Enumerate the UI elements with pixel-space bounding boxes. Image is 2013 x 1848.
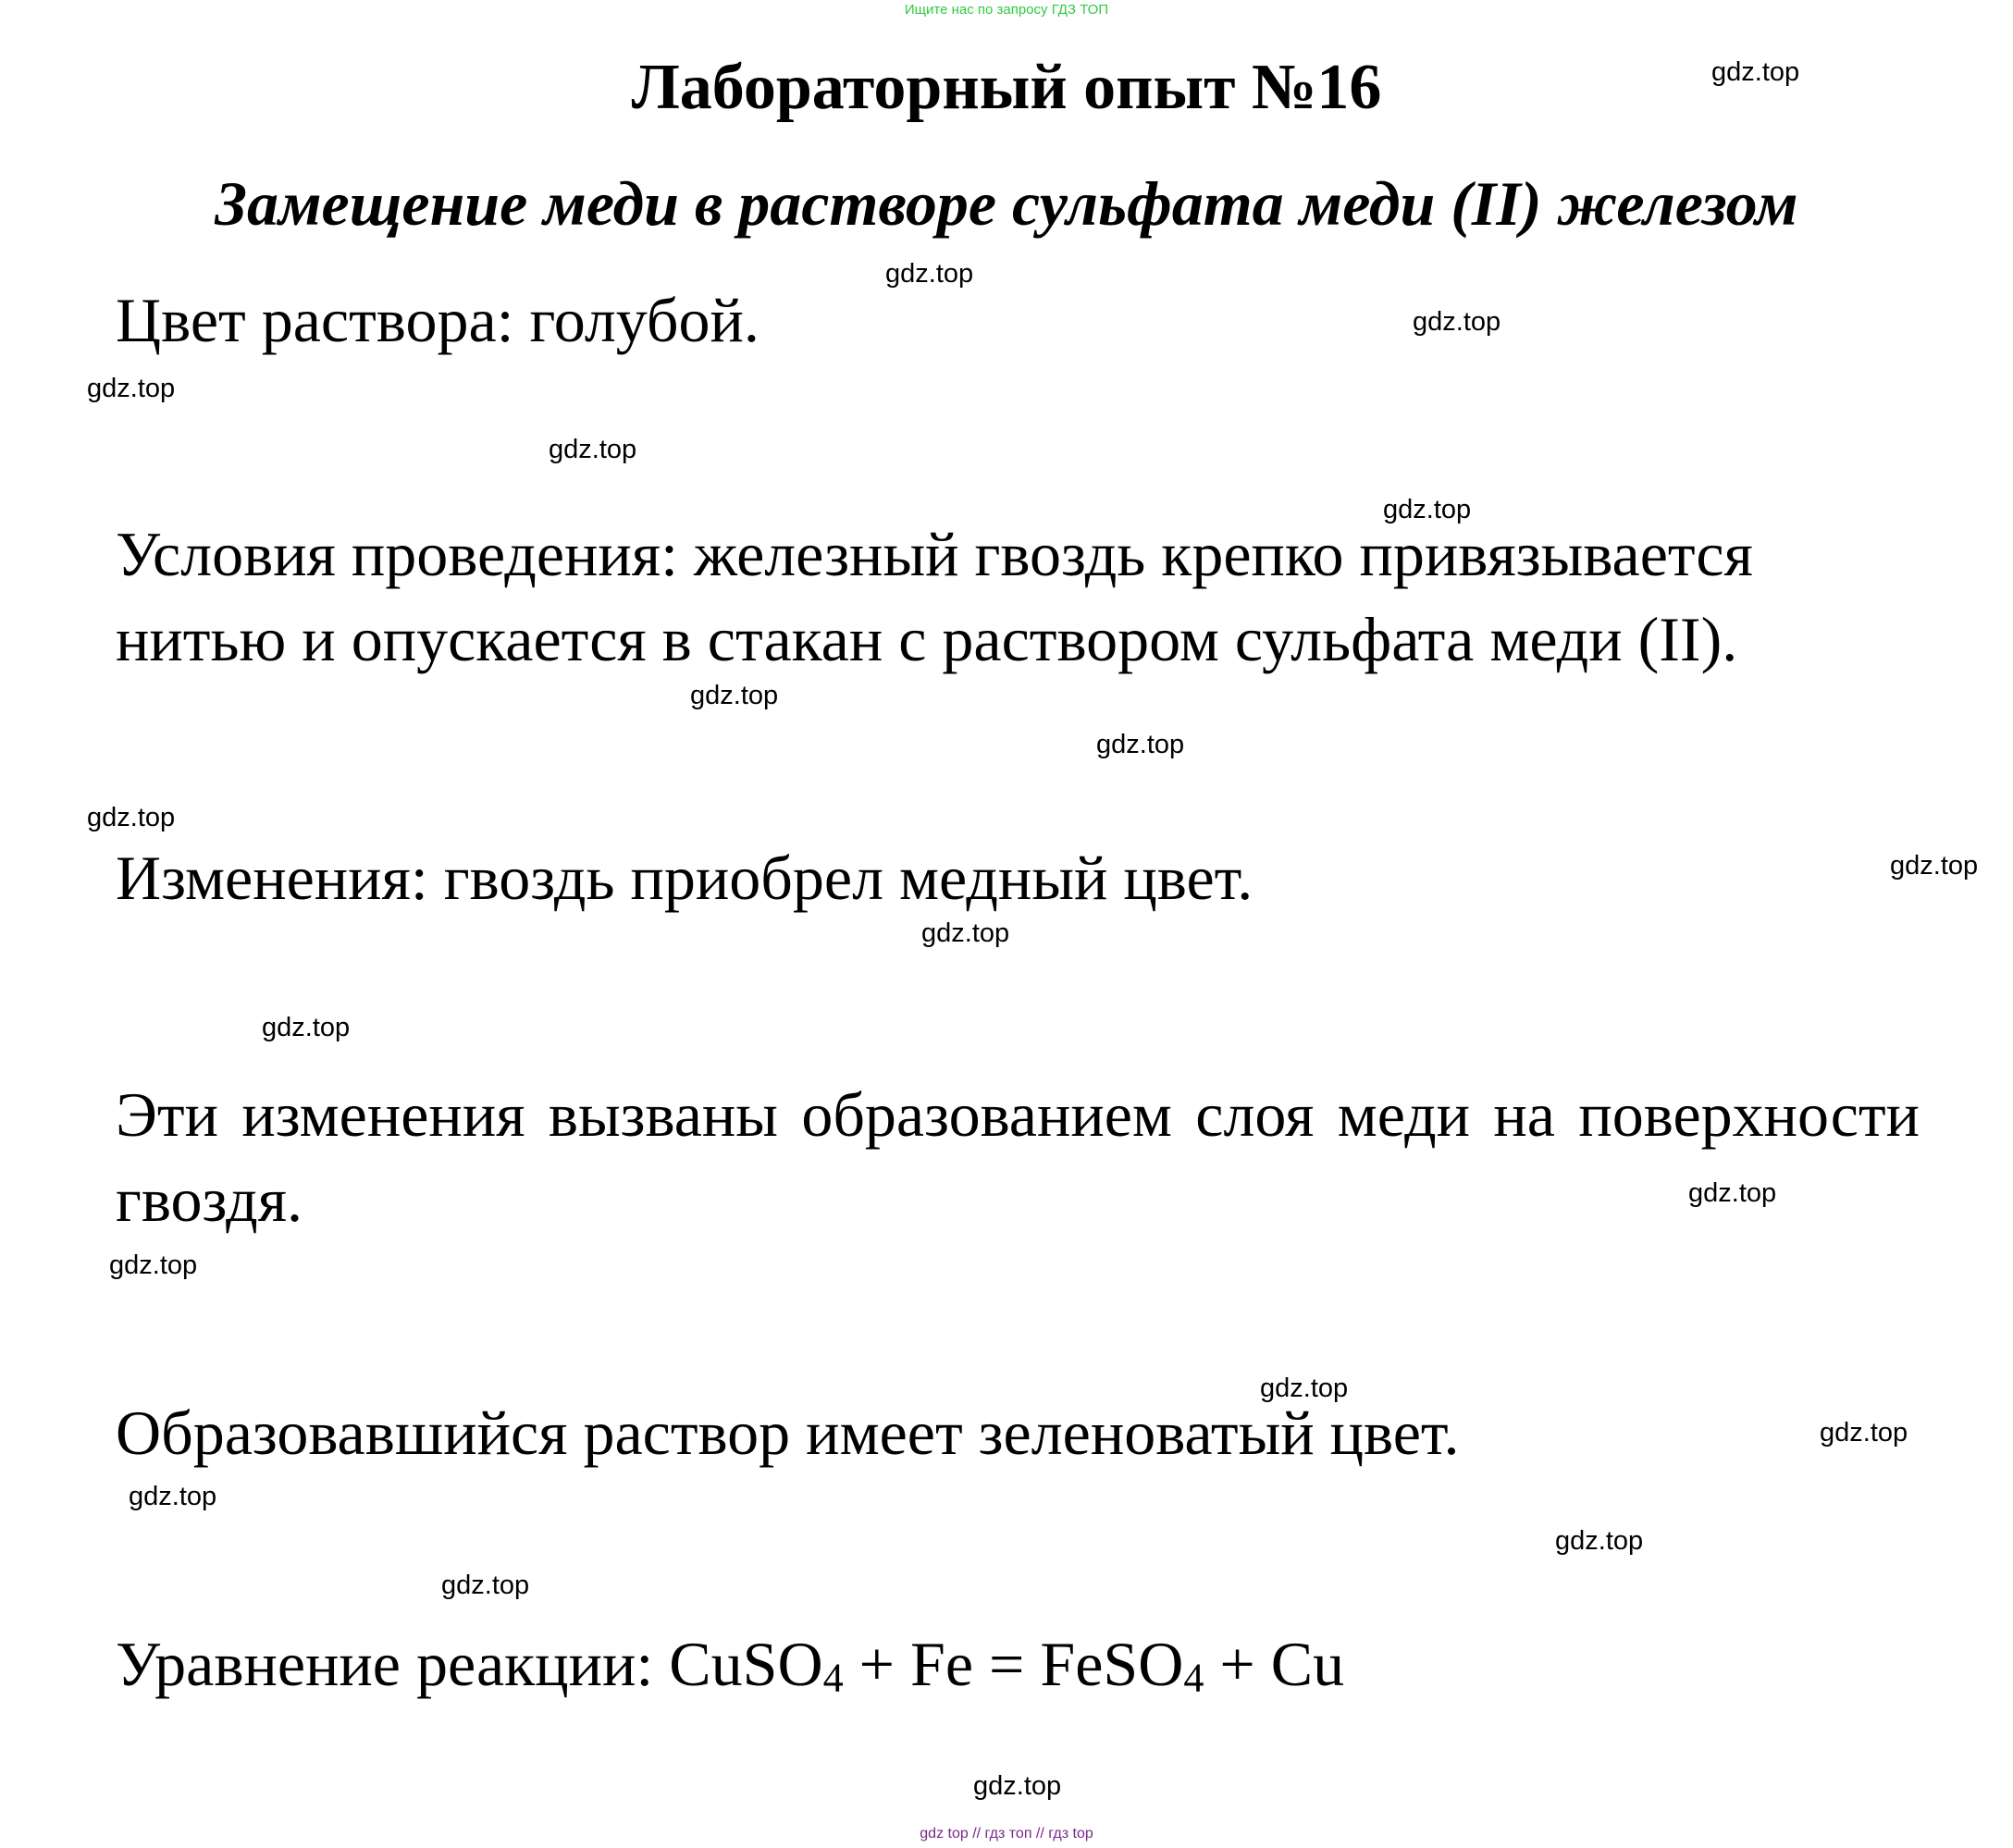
- top-banner: Ищите нас по запросу ГДЗ ТОП: [904, 2, 1109, 18]
- watermark: gdz.top: [87, 374, 176, 403]
- result-solution-text: Образовавшийся раствор имеет зеленоватый цвет.: [116, 1398, 1460, 1468]
- watermark: gdz.top: [690, 681, 779, 710]
- watermark: gdz.top: [1413, 307, 1501, 337]
- reaction-equation: [116, 1621, 1920, 1706]
- equation-product-feso4: FeSO$_4$: [1040, 1629, 1204, 1701]
- watermark: gdz.top: [1096, 730, 1185, 759]
- watermark: gdz.top: [1383, 495, 1472, 524]
- watermark: gdz.top: [1260, 1374, 1349, 1403]
- page-title: Лабораторный опыт №16: [631, 52, 1382, 123]
- watermark: gdz.top: [1688, 1178, 1777, 1208]
- watermark: gdz.top: [973, 1771, 1062, 1801]
- equation-product-cu: Cu: [1270, 1629, 1345, 1699]
- equation-reactant-cuso4: CuSO$_4$: [669, 1629, 844, 1701]
- equation-reactant-fe: Fe: [910, 1629, 974, 1699]
- explanation-text: Эти изменения вызваны образованием слоя меди на поверхности гвоздя.: [116, 1079, 1920, 1235]
- watermark: gdz.top: [87, 803, 176, 832]
- watermark: gdz.top: [549, 435, 637, 464]
- watermark: gdz.top: [1555, 1526, 1644, 1556]
- changes-text: Изменения: гвоздь приобрел медный цвет.: [116, 843, 1253, 913]
- solution-color-text: Цвет раствора: голубой.: [116, 285, 760, 355]
- watermark: gdz.top: [109, 1250, 198, 1280]
- equation-plus: +: [843, 1629, 911, 1699]
- bottom-banner: gdz top // гдз топ // гдз top: [920, 1826, 1093, 1842]
- watermark: gdz.top: [129, 1482, 217, 1511]
- watermark: gdz.top: [921, 918, 1010, 948]
- equation-equals: =: [973, 1629, 1041, 1699]
- equation-plus: +: [1204, 1629, 1271, 1699]
- watermark: gdz.top: [441, 1571, 530, 1600]
- equation-label: Уравнение реакции:: [116, 1629, 670, 1699]
- page-subtitle: Замещение меди в растворе сульфата меди (II) железом: [215, 168, 1798, 239]
- watermark: gdz.top: [262, 1013, 351, 1042]
- conditions-text: Условия проведения: железный гвоздь крепко привязывается нитью и опускается в стакан с раствором сульфата меди (II).: [116, 519, 1753, 674]
- watermark: gdz.top: [1890, 851, 1979, 881]
- watermark: gdz.top: [1711, 57, 1800, 87]
- watermark: gdz.top: [1820, 1418, 1908, 1448]
- watermark: gdz.top: [885, 259, 974, 289]
